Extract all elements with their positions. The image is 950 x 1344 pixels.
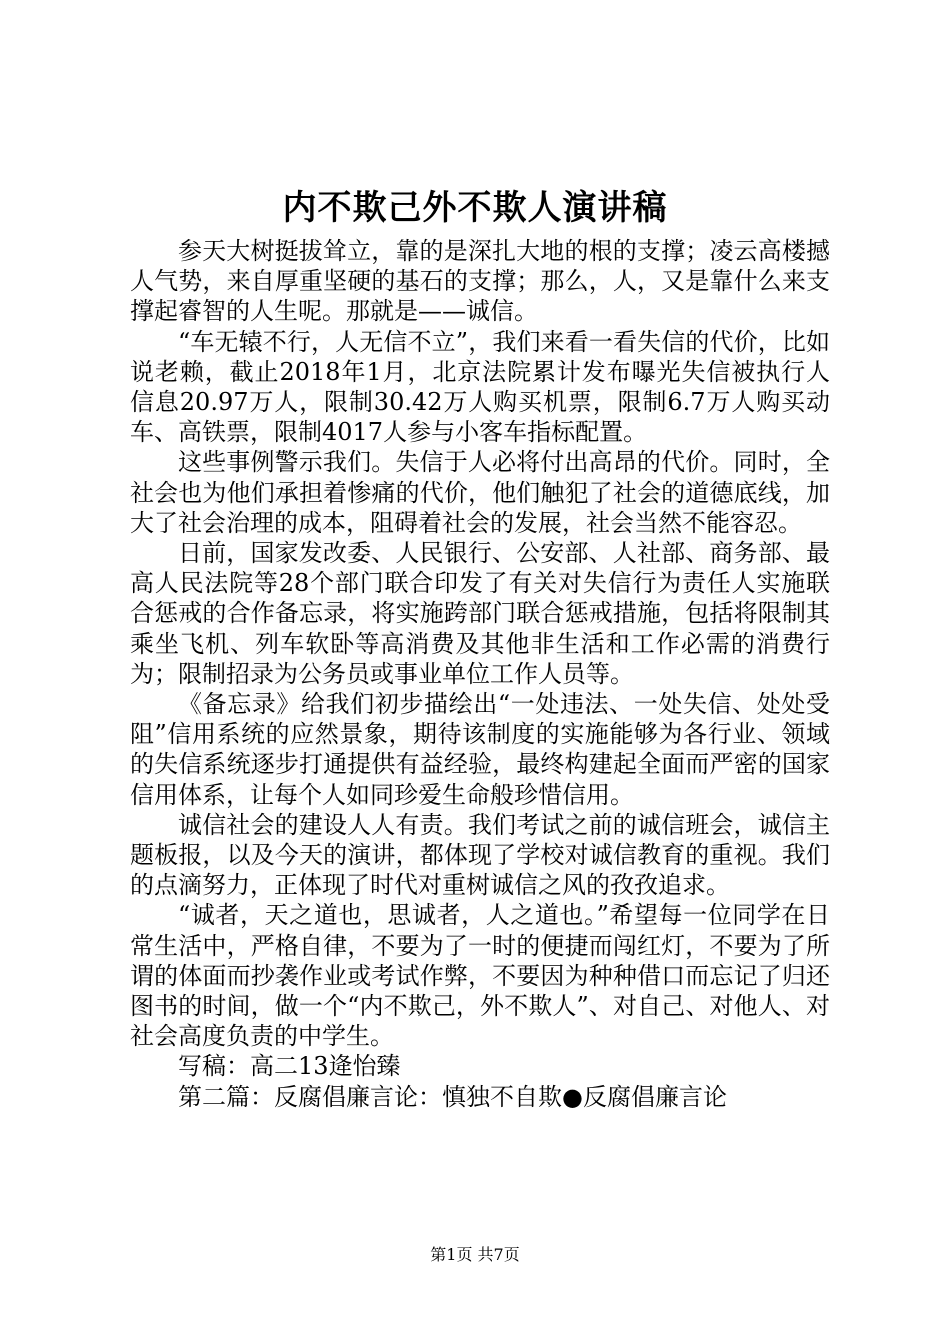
paragraph: 这些事例警示我们。失信于人必将付出高昂的代价。同时，全社会也为他们承担着惨痛的代价，他们触犯了社会的道德底线，加大了社会治理的成本，阻碍着社会的发展，社会当然不能容忍。 (130, 448, 830, 537)
paragraph: 参天大树挺拔耸立，靠的是深扎大地的根的支撑；凌云高楼撼人气势，来自厚重坚硬的基石的支撑；那么，人，又是靠什么来支撑起睿智的人生呢。那就是——诚信。 (130, 237, 830, 326)
paragraph: 《备忘录》给我们初步描绘出“一处违法、一处失信、处处受阻”信用系统的应然景象，期待该制度的实施能够为各行业、领域的失信系统逐步打通提供有益经验，最终构建起全面而严密的国家信用体系，让每个人如同珍爱生命般珍惜信用。 (130, 690, 830, 809)
document-body (130, 236, 830, 1112)
author-line: 写稿：高二13逄怡臻 (178, 1052, 401, 1081)
next-section-heading: 第二篇：反腐倡廉言论：慎独不自欺●反腐倡廉言论 (178, 1082, 727, 1111)
page-number-footer: 第1页 共7页 (430, 1245, 520, 1264)
paragraph: “车无辕不行，人无信不立”，我们来看一看失信的代价，比如说老赖，截止2018年1月，北京法院累计发布曝光失信被执行人信息20.97万人，限制30.42万人购买机票，限制6.7万人购买动车、高铁票，限制4017人参与小客车指标配置。 (130, 327, 830, 447)
paragraph: 诚信社会的建设人人有责。我们考试之前的诚信班会，诚信主题板报，以及今天的演讲，都体现了学校对诚信教育的重视。我们的点滴努力，正体现了时代对重树诚信之风的孜孜追求。 (130, 810, 830, 900)
paragraph: “诚者，天之道也，思诚者，人之道也。”希望每一位同学在日常生活中，严格自律，不要为了一时的便捷而闯红灯，不要为了所谓的体面而抄袭作业或考试作弊，不要因为种种借口而忘记了归还图书的时间，做一个“内不欺己，外不欺人”、对自己、对他人、对社会高度负责的中学生。 (130, 901, 830, 1051)
paragraph: 日前，国家发改委、人民银行、公安部、人社部、商务部、最高人民法院等28个部门联合印发了有关对失信行为责任人实施联合惩戒的合作备忘录，将实施跨部门联合惩戒措施，包括将限制其乘坐飞机、列车软卧等高消费及其他非生活和工作必需的消费行为；限制招录为公务员或事业单位工作人员等。 (130, 539, 830, 688)
document-title: 内不欺己外不欺人演讲稿 (282, 188, 668, 228)
